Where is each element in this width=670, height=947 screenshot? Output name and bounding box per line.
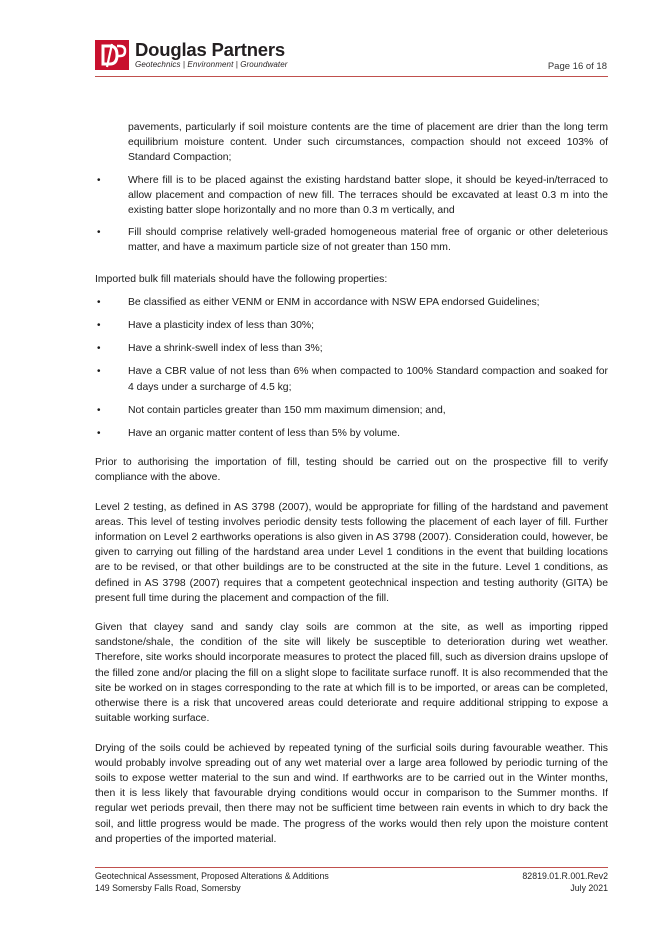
footer-address-line: 149 Somersby Falls Road, Somersby (95, 883, 241, 893)
imported-fill-intro: Imported bulk fill materials should have the following properties: (95, 273, 388, 285)
authorising-paragraph: Prior to authorising the importation of fill, testing should be carried out on the prospective fill to verify compliance with the above. (95, 457, 608, 484)
bullet-dot-icon: • (97, 366, 101, 378)
bullet-dot-icon: • (97, 174, 101, 186)
list-item-text: Not contain particles greater than 150 mm maximum dimension; and, (128, 404, 446, 416)
list-item-text: Have a plasticity index of less than 30%; (128, 320, 314, 332)
page-number: Page 16 of 18 (547, 61, 607, 72)
bullet-dot-icon: • (97, 343, 101, 355)
footer-date: July 2021 (570, 883, 608, 893)
bullet-dot-icon: • (97, 404, 101, 416)
bullet-dot-icon: • (97, 428, 101, 440)
list-item (95, 426, 608, 441)
bullet-dot-icon: • (97, 296, 101, 308)
report-body (95, 120, 608, 847)
continued-bullet-text: pavements, particularly if soil moisture contents are the time of placement are drier than the long term equilibrium moisture content. Under such circumstances, compaction should not exceed 103% of Standard Compaction; (128, 122, 608, 164)
list-item-text: Have a CBR value of not less than 6% when compacted to 100% Standard compaction and soaked for 4 days under a surcharge of 4.5 kg; (128, 366, 608, 393)
fill-requirements-list (95, 173, 608, 256)
footer-ref: 82819.01.R.001.Rev2 (522, 871, 608, 881)
list-item (95, 403, 608, 418)
list-item (95, 341, 608, 356)
list-item (95, 173, 608, 219)
list-item (95, 295, 608, 310)
company-name: Douglas Partners (135, 39, 285, 60)
clayey-soils-paragraph: Given that clayey sand and sandy clay soils are common at the site, as well as importing ripped sandstone/shale, the condition of the site will likely be susceptible to deterioration during wet weather. Therefore, site works should incorporate measures to protect the placed fill, such as diversion drains upslope of the filled zone and/or placing the fill on a slight slope to facilitate surface runoff. It is also recommended that the site be worked on in stages corresponding to the rate at which fill is to be imported, or areas can be completed, otherwise there is a risk that uncovered areas could deteriorate and require additional stripping to expose a suitable working surface. (95, 622, 608, 725)
bullet-dot-icon: • (97, 227, 101, 239)
header-divider (95, 76, 608, 77)
list-item-text: Fill should comprise relatively well-graded homogeneous material free of organic or other deleterious matter, and have a maximum particle size of not greater than 150 mm. (128, 227, 608, 254)
company-tagline: Geotechnics | Environment | Groundwater (135, 60, 288, 69)
list-item-text: Be classified as either VENM or ENM in accordance with NSW EPA endorsed Guidelines; (128, 296, 540, 308)
list-item-text: Where fill is to be placed against the existing hardstand batter slope, it should be keyed-in/terraced to allow placement and compaction of new fill. The terraces should be excavated at least 0.3 m into the existing batter slope horizontally and no more than 0.3 m vertically, and (128, 174, 608, 217)
list-item-text: Have an organic matter content of less than 5% by volume. (128, 428, 401, 440)
bullet-dot-icon: • (97, 320, 101, 332)
footer-divider (95, 867, 608, 868)
list-item (95, 318, 608, 333)
list-item (95, 364, 608, 394)
drying-paragraph: Drying of the soils could be achieved by repeated tyning of the surficial soils during favourable weather. This would probably involve spreading out of any wet material over a large area followed by periodic turning of the soils to expose wetter material to the sun and wind. If earthworks are to be carried out in the Winter months, then it is less likely that favourable drying conditions would occur in comparison to the Summer months. If regular wet periods prevail, then there may not be sufficient time between rain events in which to dry back the soil, and little progress would be made. The progress of the works would then rely upon the moisture content and properties of the imported material. (95, 742, 608, 845)
list-item-text: Have a shrink-swell index of less than 3%; (128, 343, 323, 355)
level-2-testing-paragraph: Level 2 testing, as defined in AS 3798 (2007), would be appropriate for filling of the hardstand and pavement areas. This level of testing involves periodic density tests following the placement of each layer of fill. Further information on Level 2 earthworks operations is also given in AS 3798 (2007). Consideration could, however, be given to carrying out filling of the hardstand area under Level 1 conditions in the event that building locations are to be revised, or that other buildings are to be constructed at the site in the future. Level 1 conditions, as defined in AS 3798 (2007) requires that a competent geotechnical inspection and testing authority (GITA) be present full time during the placement and compaction of the fill. (95, 501, 608, 604)
footer-report-title (95, 870, 329, 894)
footer-report-reference (522, 870, 608, 894)
company-logo (95, 40, 335, 74)
douglas-partners-logo-icon (95, 40, 129, 70)
list-item (95, 225, 608, 255)
footer-title-line: Geotechnical Assessment, Proposed Alterations & Additions (95, 871, 329, 881)
imported-fill-properties-list (95, 295, 608, 441)
